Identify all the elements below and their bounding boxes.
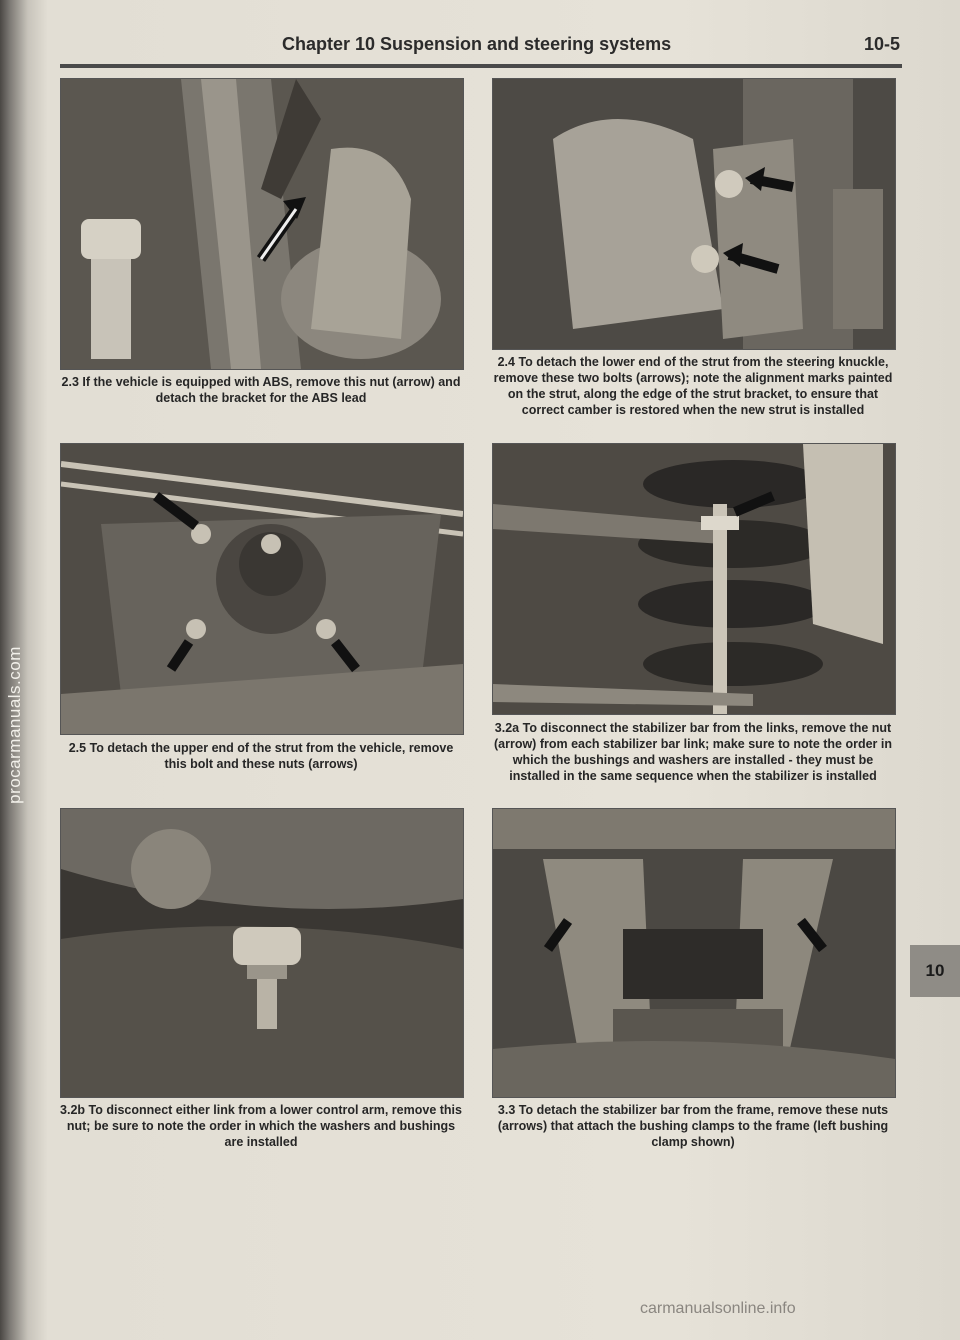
figure-caption-text: If the vehicle is equipped with ABS, remove this nut (arrow) and detach the bracket for the ABS lead bbox=[82, 375, 461, 405]
photo-strut-upper-mount bbox=[60, 443, 464, 735]
figure-number: 2.3 bbox=[61, 375, 79, 389]
chapter-title: Chapter 10 Suspension and steering systems bbox=[282, 34, 672, 54]
figure-number: 2.4 bbox=[497, 355, 515, 369]
figure-caption-text: To disconnect the stabilizer bar from the links, remove the nut (arrow) from each stabilizer bar link; make sure to note the order in which the bushings and washers are installed - they must be installed in the same sequence when the stabilizer is installed bbox=[493, 721, 892, 783]
photo-stabilizer-frame-clamp bbox=[492, 808, 896, 1098]
figure-caption-text: To detach the upper end of the strut from the vehicle, remove this bolt and these nuts (arrows) bbox=[89, 741, 454, 771]
figure-caption bbox=[60, 740, 462, 772]
figure-number: 3.3 bbox=[497, 1103, 516, 1117]
figure-caption-text: To disconnect either link from a lower control arm, remove this nut; be sure to note the order in which the washers and bushings are installed bbox=[66, 1103, 462, 1149]
figure-caption bbox=[492, 354, 894, 418]
figure-number: 2.5 bbox=[68, 741, 87, 755]
page-number: 10-5 bbox=[863, 34, 900, 54]
bottom-watermark: carmanualsonline.info bbox=[640, 1300, 796, 1317]
figure-number: 3.2b bbox=[60, 1103, 86, 1117]
figure-caption-text: To detach the stabilizer bar from the frame, remove these nuts (arrows) that attach the bushing clamps to the frame (left bushing clamp shown) bbox=[497, 1103, 889, 1149]
figure-caption bbox=[60, 1102, 462, 1150]
photo-stabilizer-link-nut bbox=[492, 443, 896, 715]
figure-number: 3.2a bbox=[494, 721, 520, 735]
figure-caption bbox=[492, 720, 894, 784]
photo-strut-knuckle-bolts bbox=[492, 78, 896, 350]
photo-abs-nut bbox=[60, 78, 464, 370]
photo-link-control-arm-nut bbox=[60, 808, 464, 1098]
chapter-tab bbox=[910, 945, 960, 997]
figure-caption-text: To detach the lower end of the strut from the steering knuckle, remove these two bolts (arrows); note the alignment marks painted on the strut, along the edge of the strut bracket, to ensure that correct camber is restored when the new strut is installed bbox=[493, 355, 893, 417]
figure-caption bbox=[60, 374, 462, 406]
figure-caption bbox=[492, 1102, 894, 1150]
header-rule bbox=[60, 64, 902, 68]
side-watermark-text: procarmanuals.com bbox=[5, 646, 24, 804]
page-header bbox=[60, 34, 900, 58]
side-watermark bbox=[0, 560, 30, 890]
chapter-tab-label: 10 bbox=[925, 961, 945, 980]
